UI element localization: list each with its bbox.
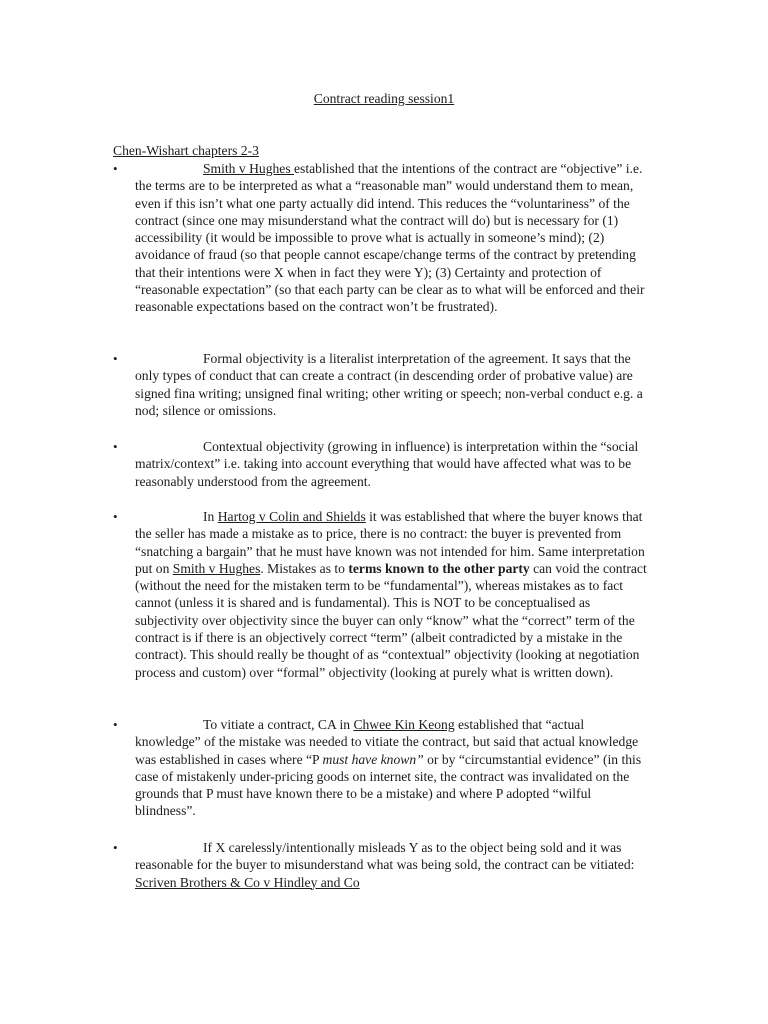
bullet-text-run: can void the contract (without the need for the mistaken term to be “fundamental”), whereas mistakes as to fact cannot (unless it is shared and is fundamental). This is NOT to be conceptualised as subjectivity over objectivity since the buyer can only “know” what the “correct” term of the contract is if there is an objectively correct “term” (albeit contradicted by a mistake in the contract). This should really be thought of as “contextual” objectivity (looking at negotiation process and custom) over “formal” objectivity (looking at purely what is written down). [135,560,647,680]
bullet-text-run: established that the intentions of the contract are “objective” i.e. the terms are to be interpreted as what a “reasonable man” would understand them to mean, even if this isn’t what one party actually did intend. This reduces the “voluntariness” of the contract (since one may misunderstand what the contract will do) but is necessary for (1) accessibility (it would be impossible to prove what is actually in someone’s mind); (2) avoidance of fraud (so that people cannot escape/change terms of the contract by pretending that their intentions were X when in fact they were Y); (3) Certainty and protection of “reasonable expectation” (so that each party can be clear as to what will be enforced and their reasonable expectations based on the contract won’t be frustrated). [135,161,645,315]
bullet-mark: • [113,840,118,855]
bullet-mark: • [113,717,118,732]
bullet-text-run: If X carelessly/intentionally misleads Y as to the object being sold and it was reasonable for the buyer to misunderstand what was being sold, the contract can be vitiated: [135,840,635,873]
case-name: Scriven Brothers & Co v Hindley and Co [135,874,360,890]
case-name: Hartog v Colin and Shields [217,509,366,524]
case-name: Smith v Hughes [203,161,295,176]
case-name: Chwee Kin Keong [353,717,455,732]
bullet-text [135,839,653,891]
bullet-text [135,438,653,490]
italic-emphasis: must have known” [322,751,424,767]
bullet-text [135,350,653,419]
bullet-mark: • [113,509,118,524]
bullet-item [113,839,653,891]
bullet-text-run: To vitiate a contract, CA in [203,717,354,732]
bullet-text-run: Formal objectivity is a literalist interpretation of the agreement. It says that the only types of conduct that can create a contract (in descending order of probative value) are signed fina writing; unsigned final writing; other writing or speech; non-verbal conduct e.g. a nod; silence or omissions. [135,351,643,418]
bullet-item [113,508,653,681]
bullet-item [113,438,653,490]
bullet-mark: • [113,439,118,454]
bullet-text-run: established that “actual knowledge” of the mistake was needed to vitiate the contract, but said that actual knowledge was established in cases where “P [135,717,639,767]
bullet-mark: • [113,351,118,366]
bullet-item [113,350,653,419]
bullet-item [113,716,653,820]
bullet-text [135,716,653,820]
bullet-text [135,160,653,316]
bullet-text-run: In [203,509,218,524]
document-title: Contract reading session1 [313,91,455,106]
bullet-text-run: it was established that where the buyer knows that the seller has made a mistake as to price, there is no contract: the buyer is prevented from “snatching a bargain” that he must have known was not intended for him. Same interpretation put on [135,509,645,576]
bullet-text-run: . Mistakes as to [260,560,349,576]
case-name: Smith v Hughes [172,560,261,576]
bullet-text [135,508,653,681]
bullet-item [113,160,653,316]
section-heading: Chen-Wishart chapters 2-3 [113,143,259,158]
bullet-mark: • [113,161,118,176]
bullet-text-run: or by “circumstantial evidence” (in this case of mistakenly under-pricing goods on internet site, the contract was invalidated on the grounds that P must have known there to be a mistake) and where P adopted “wilful blindness”. [135,751,642,819]
bullet-text-run: Contextual objectivity (growing in influence) is interpretation within the “social matrix/context” i.e. taking into account everything that would have affected what was to be reasonably understood from the agreement. [135,439,639,489]
bold-emphasis: terms known to the other party [348,560,530,576]
